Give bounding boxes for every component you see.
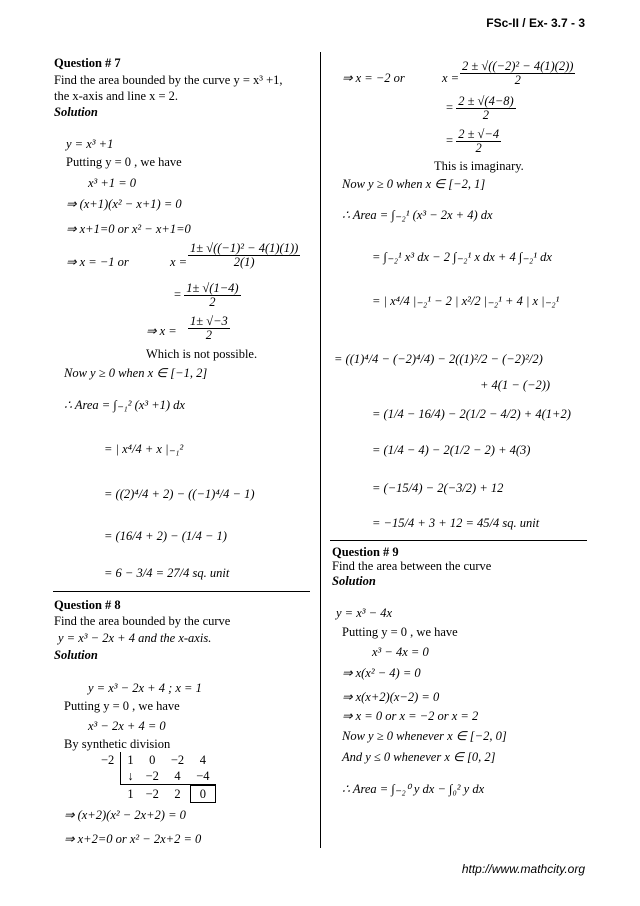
q8-result: = −15/4 + 3 + 12 = 45/4 sq. unit [372,516,540,530]
q8-putting: Putting y = 0 , we have [64,699,180,713]
q8-statement-line2: y = x³ − 2x + 4 and the x-axis. [58,631,212,645]
q8-fraction-3-num: 2 ± √−4 [458,127,500,141]
q7-interval: Now y ≥ 0 when x ∈ [−1, 2] [64,366,208,380]
q7-statement-line1: Find the area bounded by the curve y = x³ +1, [54,73,283,87]
synthetic-cell: 4 [199,752,206,767]
q8-root-step: ⇒ x = −2 or [342,71,405,85]
q8-imaginary: This is imaginary. [434,159,524,173]
q7-fraction-3-den: 2 [205,328,213,342]
q7-putting: Putting y = 0 , we have [66,155,182,169]
q7-step-factor: ⇒ (x+1)(x² − x+1) = 0 [66,197,182,211]
q9-roots: ⇒ x = 0 or x = −2 or x = 2 [342,709,479,723]
q8-eval-3: = ((1)⁴/4 − (−2)⁴/4) − 2((1)²/2 − (−2)²/2) [334,352,543,366]
q7-fraction-2: = $\frac{1\pm √(1-4)}{2}$ [174,281,239,309]
q7-step-eq: x³ +1 = 0 [88,176,137,190]
q7-fraction-1-num: 1± √((−1)² − 4(1)(1)) [190,241,299,255]
synthetic-cell: −2 [140,768,165,785]
q7-fraction-2-num: 1± √(1−4) [186,281,239,295]
q9-interval-positive: Now y ≥ 0 whenever x ∈ [−2, 0] [342,729,507,743]
q7-step-root: ⇒ x = −1 or [66,255,129,269]
q8-area-integral: ∴ Area = ∫₋₂¹ (x³ − 2x + 4) dx [342,208,493,222]
q9-step-factor-2: ⇒ x(x+2)(x−2) = 0 [342,690,440,704]
section-divider-q8 [53,591,310,592]
q8-equation: y = x³ − 2x + 4 ; x = 1 [88,681,202,695]
synthetic-remainder: 0 [190,785,215,803]
q8-eval-2: = | x⁴/4 |₋₂¹ − 2 | x²/2 |₋₂¹ + 4 | x |₋₂¹ [372,294,560,308]
q8-eval-5: = (1/4 − 4) − 2(1/2 − 2) + 4(3) [372,443,531,457]
q8-fraction-3: = $\frac{2 \pm √-4}{2}$ [446,127,500,155]
q9-title: Question # 9 [332,545,399,559]
synthetic-cell: −4 [190,768,215,785]
q7-x-label: x = [170,255,188,269]
q7-fraction-1-den: 2(1) [233,255,255,269]
synthetic-cell: 4 [165,768,190,785]
q9-area-integral: ∴ Area = ∫₋₂⁰ y dx − ∫₀² y dx [342,782,485,796]
q8-x-label: x = [442,71,460,85]
footer-url: http://www.mathcity.org [461,862,585,876]
q8-solution-label: Solution [54,648,98,662]
q7-eval-1: = | x⁴/4 + x |₋₁² [104,442,184,456]
q8-eval-6: = (−15/4) − 2(−3/2) + 12 [372,481,504,495]
synthetic-cell: ↓ [121,768,139,785]
q9-step-factor-1: ⇒ x(x² − 4) = 0 [342,666,421,680]
q9-equation: y = x³ − 4x [336,606,393,620]
q7-step-x3: ⇒ x = [146,324,177,338]
q7-solution-label: Solution [54,105,98,119]
q8-eval-3b: + 4(1 − (−2)) [480,378,551,392]
q7-fraction-3 [188,315,230,342]
page-header: FSc-II / Ex- 3.7 - 3 [486,16,585,30]
q7-fraction-1 [188,242,300,269]
q7-fraction-3-num: 1± √−3 [190,314,228,328]
synthetic-cell: 2 [174,786,181,801]
synthetic-row-products [95,768,216,785]
q9-step-eq: x³ − 4x = 0 [372,645,429,659]
q8-step-factor: ⇒ (x+2)(x² − 2x+2) = 0 [64,808,186,822]
synthetic-cell: 0 [149,752,156,767]
q9-statement: Find the area between the curve [332,559,492,573]
synthetic-divisor: −2 [95,752,121,768]
q7-step-or: ⇒ x+1=0 or x² − x+1=0 [66,222,191,236]
q9-interval-negative: And y ≤ 0 whenever x ∈ [0, 2] [342,750,496,764]
q8-interval: Now y ≥ 0 when x ∈ [−2, 1] [342,177,486,191]
q7-title: Question # 7 [54,56,121,70]
q8-fraction-1 [460,60,575,87]
q7-equation: y = x³ +1 [66,137,114,151]
synthetic-row-coefficients [95,752,216,768]
q8-step-or: ⇒ x+2=0 or x² − 2x+2 = 0 [64,832,202,846]
q8-step-eq: x³ − 2x + 4 = 0 [88,719,166,733]
column-divider [320,52,321,848]
q7-result: = 6 − 3/4 = 27/4 sq. unit [104,566,230,580]
synthetic-cell: −2 [170,752,185,767]
q7-eval-3: = (16/4 + 2) − (1/4 − 1) [104,529,227,543]
q8-fraction-2-num: 2 ± √(4−8) [458,94,514,108]
q7-area-integral: ∴ Area = ∫₋₁² (x³ +1) dx [64,398,185,412]
q7-eval-2: = ((2)⁴/4 + 2) − ((−1)⁴/4 − 1) [104,487,255,501]
synthetic-cell: −2 [145,786,159,801]
q9-solution-label: Solution [332,574,376,588]
q8-fraction-1-num: 2 ± √((−2)² − 4(1)(2)) [462,59,574,73]
q8-fraction-3-den: 2 [475,141,482,155]
q8-synthetic-label: By synthetic division [64,737,171,751]
q7-not-possible: Which is not possible. [146,347,258,361]
synthetic-division-table [95,752,216,803]
q7-statement-line2: the x-axis and line x = 2. [54,89,179,103]
synthetic-cell: 1 [127,752,134,767]
q8-fraction-2-den: 2 [482,108,490,122]
synthetic-row-result [95,785,216,803]
synthetic-cell: 1 [127,786,134,801]
q9-putting: Putting y = 0 , we have [342,625,458,639]
q8-eval-1: = ∫₋₂¹ x³ dx − 2 ∫₋₂¹ x dx + 4 ∫₋₂¹ dx [372,250,552,264]
q8-eval-4: = (1/4 − 16/4) − 2(1/2 − 4/2) + 4(1+2) [372,407,571,421]
q7-fraction-2-den: 2 [209,295,216,309]
q8-statement-line1: Find the area bounded by the curve [54,614,231,628]
q8-title: Question # 8 [54,598,121,612]
q8-fraction-1-den: 2 [514,73,521,87]
q8-fraction-2: = $\frac{2 \pm √(4-8)}{2}$ [446,94,514,122]
section-divider-q9 [330,540,587,541]
